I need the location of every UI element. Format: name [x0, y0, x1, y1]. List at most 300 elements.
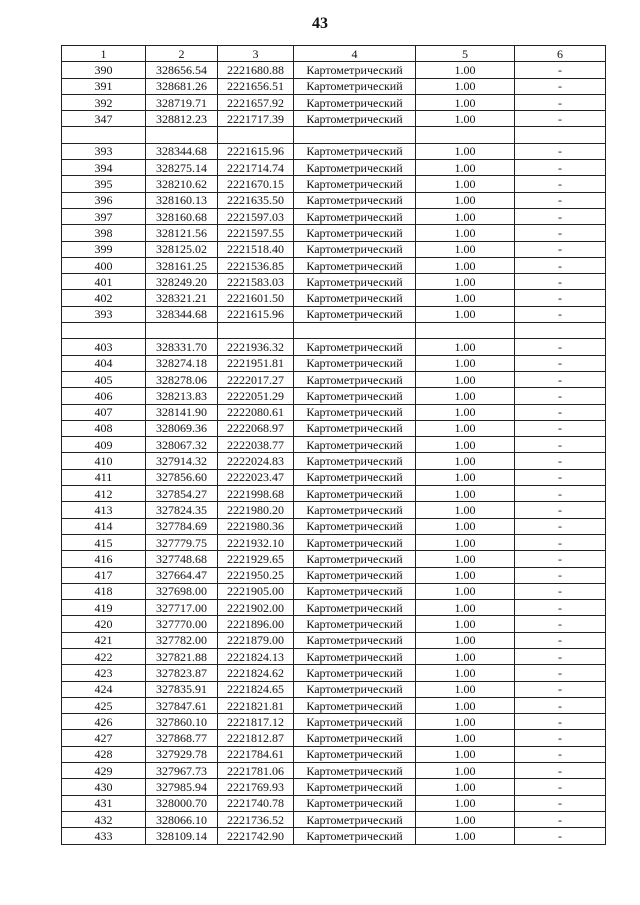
table-cell: 327856.60 — [146, 469, 218, 485]
column-header: 2 — [146, 46, 218, 62]
table-cell: 409 — [62, 437, 146, 453]
table-cell — [146, 323, 218, 339]
table-cell: 420 — [62, 616, 146, 632]
table-cell: 393 — [62, 306, 146, 322]
table-cell: 2222017.27 — [218, 371, 294, 387]
table-cell: 2221817.12 — [218, 714, 294, 730]
table-cell: Картометрический — [294, 404, 416, 420]
table-cell: - — [515, 469, 606, 485]
table-cell: 2221781.06 — [218, 763, 294, 779]
table-cell: 398 — [62, 225, 146, 241]
table-cell: 411 — [62, 469, 146, 485]
table-cell: Картометрический — [294, 469, 416, 485]
table-cell: Картометрический — [294, 192, 416, 208]
table-cell: - — [515, 714, 606, 730]
table-cell: 402 — [62, 290, 146, 306]
table-cell: Картометрический — [294, 763, 416, 779]
table-cell: Картометрический — [294, 730, 416, 746]
table-cell: 328067.32 — [146, 437, 218, 453]
table-row — [62, 779, 606, 795]
table-cell: 327967.73 — [146, 763, 218, 779]
table-cell: - — [515, 404, 606, 420]
table-cell: 1.00 — [416, 94, 515, 110]
table-cell: Картометрический — [294, 551, 416, 567]
table-cell: 1.00 — [416, 518, 515, 534]
table-cell: 429 — [62, 763, 146, 779]
column-header: 3 — [218, 46, 294, 62]
table-row — [62, 714, 606, 730]
table-cell: Картометрический — [294, 779, 416, 795]
table-cell — [416, 127, 515, 143]
table-cell: 328249.20 — [146, 274, 218, 290]
table-cell: 2221670.15 — [218, 176, 294, 192]
table-cell: Картометрический — [294, 306, 416, 322]
table-cell: Картометрический — [294, 681, 416, 697]
table-cell: 2221680.88 — [218, 62, 294, 78]
table-cell: 2221769.93 — [218, 779, 294, 795]
table-cell: 2221656.51 — [218, 78, 294, 94]
table-row — [62, 551, 606, 567]
table-cell: 327770.00 — [146, 616, 218, 632]
table-cell — [146, 127, 218, 143]
table-cell: 328681.26 — [146, 78, 218, 94]
table-cell: 2221879.00 — [218, 632, 294, 648]
table-cell: 1.00 — [416, 828, 515, 844]
table-cell: 396 — [62, 192, 146, 208]
table-row — [62, 583, 606, 599]
table-cell: 1.00 — [416, 779, 515, 795]
table-cell: 2221821.81 — [218, 697, 294, 713]
table-cell: 1.00 — [416, 437, 515, 453]
table-cell: Картометрический — [294, 78, 416, 94]
table-cell: 328719.71 — [146, 94, 218, 110]
table-row — [62, 437, 606, 453]
table-cell: 1.00 — [416, 583, 515, 599]
table-row — [62, 94, 606, 110]
table-cell: 1.00 — [416, 665, 515, 681]
table-cell: 399 — [62, 241, 146, 257]
table-cell: 2221932.10 — [218, 534, 294, 550]
table-cell: - — [515, 486, 606, 502]
table-cell: 425 — [62, 697, 146, 713]
table-cell: 2221951.81 — [218, 355, 294, 371]
table-cell: 328121.56 — [146, 225, 218, 241]
table-cell: - — [515, 339, 606, 355]
table-row — [62, 502, 606, 518]
table-cell: 328160.13 — [146, 192, 218, 208]
table-cell: 2221597.03 — [218, 208, 294, 224]
table-cell: 2221950.25 — [218, 567, 294, 583]
table-cell: 327717.00 — [146, 600, 218, 616]
table-cell: 327748.68 — [146, 551, 218, 567]
table-cell: 427 — [62, 730, 146, 746]
table-cell: 327698.00 — [146, 583, 218, 599]
table-row — [62, 388, 606, 404]
table-cell: 2221980.20 — [218, 502, 294, 518]
table-cell: 430 — [62, 779, 146, 795]
table-row — [62, 469, 606, 485]
table-cell: - — [515, 78, 606, 94]
table-cell: - — [515, 811, 606, 827]
table-row — [62, 176, 606, 192]
column-header: 6 — [515, 46, 606, 62]
table-cell: 2222080.61 — [218, 404, 294, 420]
table-cell: 327664.47 — [146, 567, 218, 583]
table-row — [62, 828, 606, 844]
table-row — [62, 323, 606, 339]
table-cell: 2222051.29 — [218, 388, 294, 404]
table-row — [62, 62, 606, 78]
table-cell: 2221657.92 — [218, 94, 294, 110]
column-header: 5 — [416, 46, 515, 62]
table-cell: 2222038.77 — [218, 437, 294, 453]
table-cell: Картометрический — [294, 567, 416, 583]
table-cell: 2221597.55 — [218, 225, 294, 241]
table-cell: Картометрический — [294, 534, 416, 550]
table-cell: - — [515, 746, 606, 762]
table-cell: 390 — [62, 62, 146, 78]
table-cell: 1.00 — [416, 143, 515, 159]
coordinates-table — [61, 45, 606, 845]
table-cell: 423 — [62, 665, 146, 681]
table-cell: 347 — [62, 111, 146, 127]
table-cell: 1.00 — [416, 600, 515, 616]
table-cell: 328344.68 — [146, 306, 218, 322]
table-cell: - — [515, 306, 606, 322]
table-cell: 416 — [62, 551, 146, 567]
table-cell: 1.00 — [416, 648, 515, 664]
table-cell: 424 — [62, 681, 146, 697]
table-cell: 1.00 — [416, 208, 515, 224]
table-row — [62, 143, 606, 159]
table-cell: 327782.00 — [146, 632, 218, 648]
table-cell: 327823.87 — [146, 665, 218, 681]
table-cell — [62, 323, 146, 339]
table-cell: 412 — [62, 486, 146, 502]
table-cell: 327784.69 — [146, 518, 218, 534]
table-cell: 403 — [62, 339, 146, 355]
table-cell: Картометрический — [294, 616, 416, 632]
table-cell: 1.00 — [416, 502, 515, 518]
table-cell: 328278.06 — [146, 371, 218, 387]
table-cell: 393 — [62, 143, 146, 159]
table-cell: - — [515, 600, 606, 616]
table-cell: - — [515, 828, 606, 844]
table-cell: 328066.10 — [146, 811, 218, 827]
table-cell: 328213.83 — [146, 388, 218, 404]
table-cell: 407 — [62, 404, 146, 420]
table-cell: Картометрический — [294, 241, 416, 257]
table-cell: - — [515, 632, 606, 648]
table-cell: 1.00 — [416, 469, 515, 485]
table-cell: Картометрический — [294, 257, 416, 273]
table-row — [62, 225, 606, 241]
table-cell: Картометрический — [294, 355, 416, 371]
table-cell: - — [515, 567, 606, 583]
table-cell: 406 — [62, 388, 146, 404]
table-row — [62, 632, 606, 648]
table-cell: - — [515, 779, 606, 795]
table-row — [62, 420, 606, 436]
table-cell: - — [515, 551, 606, 567]
table-cell: 1.00 — [416, 339, 515, 355]
table-cell — [416, 323, 515, 339]
table-cell: Картометрический — [294, 208, 416, 224]
table-cell — [294, 323, 416, 339]
table-cell: - — [515, 274, 606, 290]
table-cell: 327824.35 — [146, 502, 218, 518]
table-cell: 2221536.85 — [218, 257, 294, 273]
table-cell — [62, 127, 146, 143]
table-cell: 1.00 — [416, 290, 515, 306]
table-cell: 327847.61 — [146, 697, 218, 713]
table-cell: 1.00 — [416, 551, 515, 567]
table-cell: 2221740.78 — [218, 795, 294, 811]
table-cell: - — [515, 241, 606, 257]
table-cell: 328161.25 — [146, 257, 218, 273]
table-cell: - — [515, 388, 606, 404]
table-row — [62, 404, 606, 420]
table-cell: 1.00 — [416, 225, 515, 241]
table-cell: Картометрический — [294, 94, 416, 110]
table-cell: 2221583.03 — [218, 274, 294, 290]
table-cell — [218, 127, 294, 143]
table-cell: 1.00 — [416, 420, 515, 436]
table-cell: 1.00 — [416, 192, 515, 208]
table-cell: 1.00 — [416, 111, 515, 127]
table-row — [62, 486, 606, 502]
table-cell: 421 — [62, 632, 146, 648]
table-row — [62, 355, 606, 371]
table-cell: - — [515, 616, 606, 632]
table-cell: 1.00 — [416, 730, 515, 746]
table-cell: - — [515, 518, 606, 534]
table-cell: Картометрический — [294, 111, 416, 127]
table-cell: - — [515, 62, 606, 78]
table-cell: 327860.10 — [146, 714, 218, 730]
table-cell: 395 — [62, 176, 146, 192]
table-cell: Картометрический — [294, 225, 416, 241]
table-cell: 2221784.61 — [218, 746, 294, 762]
table-cell: Картометрический — [294, 143, 416, 159]
table-cell: - — [515, 257, 606, 273]
table-cell: 2221714.74 — [218, 160, 294, 176]
table-row — [62, 730, 606, 746]
table-cell: 433 — [62, 828, 146, 844]
table-cell: Картометрический — [294, 665, 416, 681]
table-cell: 327985.94 — [146, 779, 218, 795]
table-cell: Картометрический — [294, 828, 416, 844]
table-cell: 328160.68 — [146, 208, 218, 224]
table-row — [62, 697, 606, 713]
table-row — [62, 306, 606, 322]
table-cell: 1.00 — [416, 763, 515, 779]
table-cell: 328141.90 — [146, 404, 218, 420]
table-cell — [515, 323, 606, 339]
table-row — [62, 616, 606, 632]
table-cell: Картометрический — [294, 339, 416, 355]
table-cell: 327779.75 — [146, 534, 218, 550]
table-cell: Картометрический — [294, 371, 416, 387]
table-row — [62, 795, 606, 811]
table-cell: 2221812.87 — [218, 730, 294, 746]
table-cell: - — [515, 697, 606, 713]
table-cell: 1.00 — [416, 404, 515, 420]
column-header: 1 — [62, 46, 146, 62]
table-cell: - — [515, 453, 606, 469]
table-cell: 1.00 — [416, 616, 515, 632]
table-cell: 2221980.36 — [218, 518, 294, 534]
table-cell: 328321.21 — [146, 290, 218, 306]
table-cell: 1.00 — [416, 62, 515, 78]
table-cell: Картометрический — [294, 697, 416, 713]
table-cell: - — [515, 111, 606, 127]
table-cell: 1.00 — [416, 567, 515, 583]
table-cell: 1.00 — [416, 241, 515, 257]
table-cell: 327914.32 — [146, 453, 218, 469]
table-row — [62, 78, 606, 94]
table-cell: 327854.27 — [146, 486, 218, 502]
table-cell: - — [515, 208, 606, 224]
table-cell: Картометрический — [294, 62, 416, 78]
table-cell: - — [515, 583, 606, 599]
table-cell: Картометрический — [294, 290, 416, 306]
table-cell: 2221824.65 — [218, 681, 294, 697]
column-header: 4 — [294, 46, 416, 62]
table-cell: 327821.88 — [146, 648, 218, 664]
table-cell: Картометрический — [294, 437, 416, 453]
table-cell: Картометрический — [294, 648, 416, 664]
table-row — [62, 371, 606, 387]
table-cell: 1.00 — [416, 355, 515, 371]
table-cell: 2221601.50 — [218, 290, 294, 306]
table-cell: 1.00 — [416, 160, 515, 176]
table-cell: 1.00 — [416, 257, 515, 273]
table-cell: Картометрический — [294, 453, 416, 469]
table-cell: 328656.54 — [146, 62, 218, 78]
table-cell: 2221742.90 — [218, 828, 294, 844]
table-cell: Картометрический — [294, 632, 416, 648]
table-row — [62, 127, 606, 143]
table-cell: 1.00 — [416, 388, 515, 404]
table-cell: 1.00 — [416, 274, 515, 290]
table-cell: 428 — [62, 746, 146, 762]
table-cell: Картометрический — [294, 486, 416, 502]
table-cell: 1.00 — [416, 746, 515, 762]
table-cell: 426 — [62, 714, 146, 730]
table-cell: 328069.36 — [146, 420, 218, 436]
table-row — [62, 208, 606, 224]
table-cell: 328344.68 — [146, 143, 218, 159]
table-cell: - — [515, 420, 606, 436]
table-cell: Картометрический — [294, 388, 416, 404]
table-cell: 400 — [62, 257, 146, 273]
table-cell: 327835.91 — [146, 681, 218, 697]
table-cell: - — [515, 143, 606, 159]
table-cell: - — [515, 160, 606, 176]
table-cell: 2221717.39 — [218, 111, 294, 127]
table-cell: - — [515, 94, 606, 110]
table-cell: Картометрический — [294, 176, 416, 192]
table-cell: 1.00 — [416, 534, 515, 550]
table-cell: 2222023.47 — [218, 469, 294, 485]
table-cell: 2221824.13 — [218, 648, 294, 664]
table-cell: 2221929.65 — [218, 551, 294, 567]
table-cell: 327868.77 — [146, 730, 218, 746]
table-cell: 2221998.68 — [218, 486, 294, 502]
table-row — [62, 534, 606, 550]
table-cell: - — [515, 192, 606, 208]
table-cell: 2222024.83 — [218, 453, 294, 469]
table-cell: 417 — [62, 567, 146, 583]
table-cell: 1.00 — [416, 714, 515, 730]
table-row — [62, 518, 606, 534]
table-cell: Картометрический — [294, 502, 416, 518]
table-cell: Картометрический — [294, 420, 416, 436]
table-row — [62, 274, 606, 290]
table-cell: - — [515, 290, 606, 306]
table-cell: 1.00 — [416, 681, 515, 697]
table-row — [62, 290, 606, 306]
table-cell: 391 — [62, 78, 146, 94]
table-cell — [218, 323, 294, 339]
table-cell: 2221896.00 — [218, 616, 294, 632]
table-cell: 431 — [62, 795, 146, 811]
table-cell: 405 — [62, 371, 146, 387]
table-cell: 2221615.96 — [218, 306, 294, 322]
table-cell: 328275.14 — [146, 160, 218, 176]
table-cell: - — [515, 648, 606, 664]
table-cell: 328331.70 — [146, 339, 218, 355]
table-cell: Картометрический — [294, 518, 416, 534]
table-row — [62, 567, 606, 583]
table-cell: 1.00 — [416, 795, 515, 811]
table-row — [62, 160, 606, 176]
table-row — [62, 763, 606, 779]
table-cell: 328000.70 — [146, 795, 218, 811]
table-cell: - — [515, 730, 606, 746]
table-cell: 1.00 — [416, 697, 515, 713]
table-cell — [294, 127, 416, 143]
table-cell: 1.00 — [416, 486, 515, 502]
page-number: 43 — [312, 15, 328, 32]
table-header-row — [62, 46, 606, 62]
table-cell: 1.00 — [416, 78, 515, 94]
table-cell: 328125.02 — [146, 241, 218, 257]
table-cell: 397 — [62, 208, 146, 224]
table-cell: 2221635.50 — [218, 192, 294, 208]
table-cell: 422 — [62, 648, 146, 664]
table-cell: Картометрический — [294, 746, 416, 762]
table-cell: 1.00 — [416, 453, 515, 469]
table-cell: Картометрический — [294, 600, 416, 616]
table-cell: 2221824.62 — [218, 665, 294, 681]
table-row — [62, 746, 606, 762]
table-cell: 1.00 — [416, 371, 515, 387]
table-cell: 1.00 — [416, 306, 515, 322]
table-cell: 414 — [62, 518, 146, 534]
table-cell: 408 — [62, 420, 146, 436]
table-cell: 432 — [62, 811, 146, 827]
table-cell: 2221615.96 — [218, 143, 294, 159]
table-cell: Картометрический — [294, 811, 416, 827]
table-cell — [515, 127, 606, 143]
table-cell: 1.00 — [416, 176, 515, 192]
table-cell: 328812.23 — [146, 111, 218, 127]
table-cell: 328274.18 — [146, 355, 218, 371]
table-row — [62, 665, 606, 681]
table-cell: 2221736.52 — [218, 811, 294, 827]
